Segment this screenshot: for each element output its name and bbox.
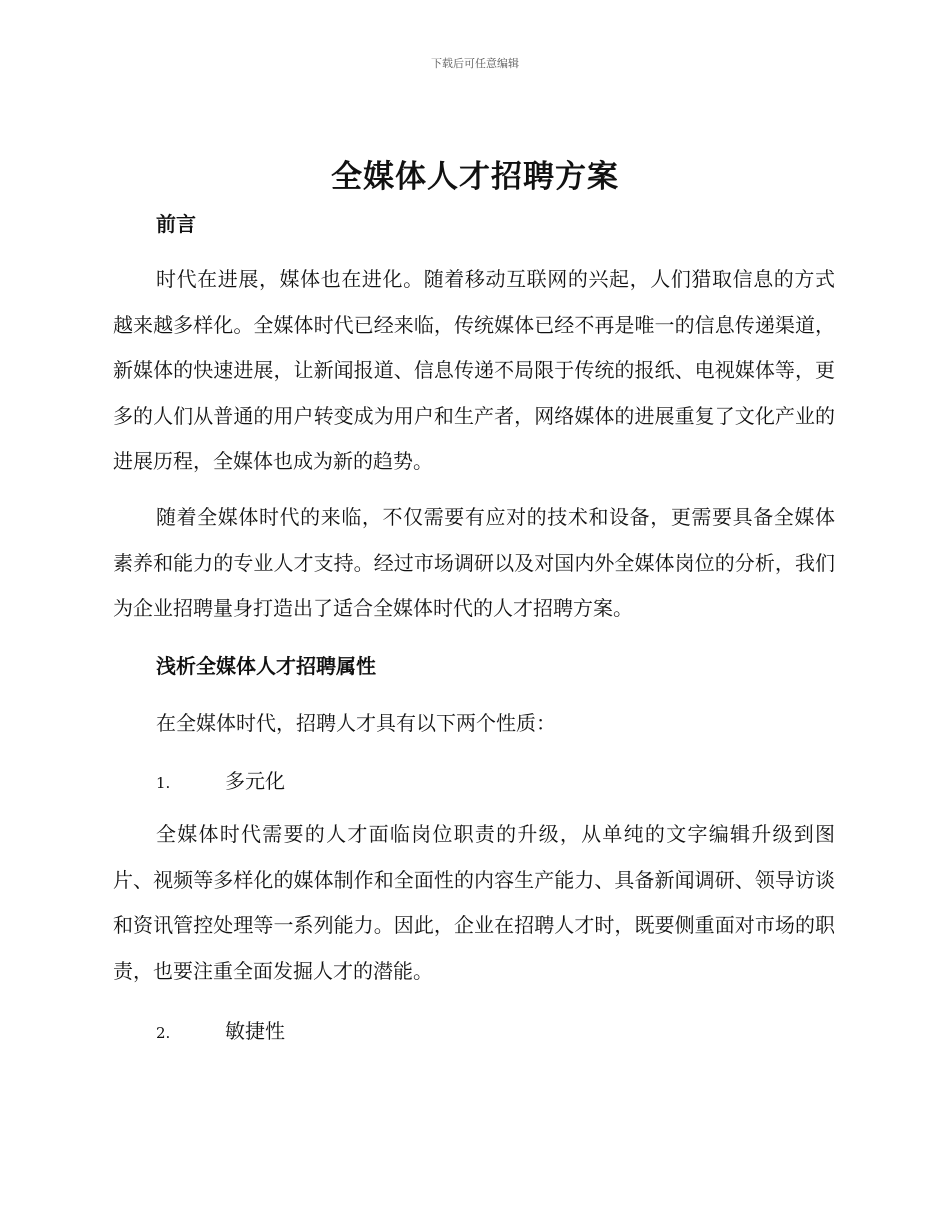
list-item-2 — [156, 1015, 285, 1044]
document-title: 全媒体人才招聘方案 — [331, 159, 619, 195]
list-item-2-number: 2. — [156, 1024, 171, 1042]
list-item-1-label: 多元化 — [225, 769, 285, 793]
analysis-intro: 在全媒体时代，招聘人才具有以下两个性质： — [156, 711, 556, 735]
header-note: 下载后可任意编辑 — [431, 57, 519, 70]
preface-heading: 前言 — [156, 212, 196, 236]
analysis-heading: 浅析全媒体人才招聘属性 — [156, 654, 376, 678]
preface-paragraph-2: 随着全媒体时代的来临，不仅需要有应对的技术和设备，更需要具备全媒体素养和能力的专业人才支持。经过市场调研以及对国内外全媒体岗位的分析，我们为企业招聘量身打造出了适合全媒体时代的人才招聘方案。 — [113, 505, 835, 620]
preface-paragraph-1: 时代在进展，媒体也在进化。随着移动互联网的兴起，人们猎取信息的方式越来越多样化。全媒体时代已经来临，传统媒体已经不再是唯一的信息传递渠道，新媒体的快速进展，让新闻报道、信息传递不局限于传统的报纸、电视媒体等，更多的人们从普通的用户转变成为用户和生产者，网络媒体的进展重复了文化产业的进展历程，全媒体也成为新的趋势。 — [113, 267, 835, 473]
list-item-2-label: 敏捷性 — [225, 1019, 285, 1043]
list-item-1-number: 1. — [156, 774, 171, 792]
list-item-1 — [156, 765, 285, 794]
item1-paragraph: 全媒体时代需要的人才面临岗位职责的升级，从单纯的文字编辑升级到图片、视频等多样化的媒体制作和全面性的内容生产能力、具备新闻调研、领导访谈和资讯管控处理等一系列能力。因此，企业在招聘人才时，既要侧重面对市场的职责，也要注重全面发掘人才的潜能。 — [113, 822, 835, 983]
